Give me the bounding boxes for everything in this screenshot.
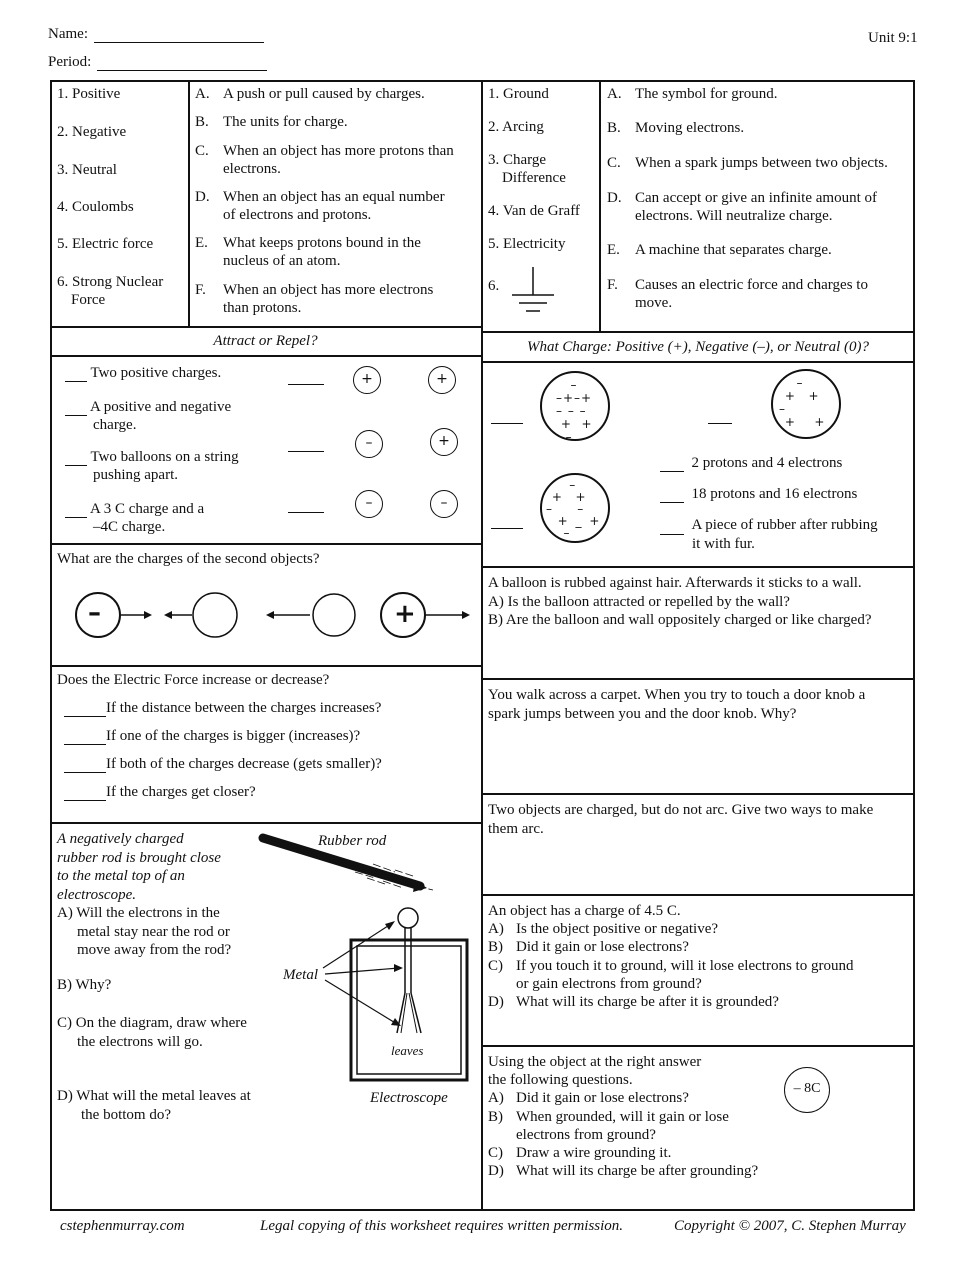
match2-term-3: 3. Charge [488,152,547,168]
second-pos-sign: + [394,599,416,629]
hline-r7 [481,1045,915,1047]
second-arrowhead-1 [144,611,152,619]
whatcharge-blank-5[interactable] [660,491,684,503]
period-field: Period: [48,54,267,71]
match2-term-4: 4. Van de Graff [488,203,580,219]
match1-def-E: E. What keeps protons bound in the nucleus of an atom. [195,235,421,269]
attract-charge-1b: + [428,366,456,394]
hline-2 [50,355,483,357]
electroscope-qb: B) Why? [57,977,112,993]
electroscope-qd: D) What will the metal leaves at the bottom do? [57,1088,251,1123]
footer-legal: Legal copying of this worksheet requires written permission. [260,1218,624,1234]
force-blank-4[interactable] [64,789,106,801]
whatcharge-item-2: 18 protons and 16 electrons [660,486,857,503]
match2-def-D: D. Can accept or give an infinite amount of electrons. Will neutralize charge. [607,190,877,224]
force-title: Does the Electric Force increase or decrease? [57,672,330,688]
hline-4 [50,665,483,667]
hline-r1 [481,331,915,333]
electroscope-knob [398,908,418,928]
footer-site: cstephenmurray.com [60,1218,185,1234]
balloon-question: A balloon is rubbed against hair. Afterwards it sticks to a wall. A) Is the balloon attracted or repelled by the wall? B) Are the balloon and wall oppositely charged or like charged? [488,575,872,628]
electroscope-outer-case [351,940,467,1080]
attract-item-2: A positive and negative charge. [65,398,231,434]
name-field: Name: [48,26,264,43]
match1-divider [188,80,190,326]
attract-answer-2[interactable] [288,451,324,452]
attract-charge-2a: – [355,430,383,458]
hline-r2 [481,361,915,363]
force-blank-3[interactable] [64,761,106,773]
match1-def-D: D. When an object has an equal number of electrons and protons. [195,189,445,223]
match2-def-F: F. Causes an electric force and charges to move. [607,277,868,311]
match1-def-A: A. A push or pull caused by charges. [195,86,425,102]
match1-term-2: 2. Negative [57,124,127,140]
unit-label: Unit 9:1 [868,30,918,46]
metal-arrowhead-1 [385,921,395,930]
obj2-signs: – + + – + + [779,376,827,429]
attract-charge-2b: + [430,428,458,456]
period-blank[interactable] [97,57,267,71]
match1-def-F: F. When an object has more electrons than protons. [195,282,434,316]
attract-item-1: Two positive charges. [65,365,221,382]
attract-blank-1[interactable] [65,370,87,382]
attract-blank-3[interactable] [65,454,87,466]
match2-term-2: 2. Arcing [488,119,544,135]
match2-term-3b: Difference [502,170,566,186]
hline-r6 [481,894,915,896]
match2-term-5: 5. Electricity [488,236,566,252]
force-item-3: If both of the charges decrease (gets smaller)? [64,756,382,773]
match1-term-3: 3. Neutral [57,162,117,178]
electroscope-qc: C) On the diagram, draw where the electrons will go. [57,1015,247,1050]
name-blank[interactable] [94,29,264,43]
force-blank-2[interactable] [64,733,106,745]
hline-5 [50,822,483,824]
electroscope-caption: Electroscope [370,1090,448,1106]
attract-blank-4[interactable] [65,506,87,518]
second-arrowhead-4 [462,611,470,619]
ground-symbol-icon [508,265,558,319]
metal-arrowhead-2 [394,964,403,972]
hline-r4 [481,678,915,680]
whatcharge-blank-2[interactable] [708,423,732,424]
match1-term-6: 6. Strong Nuclear [57,274,164,290]
force-item-2: If one of the charges is bigger (increases)? [64,728,360,745]
match2-term-1: 1. Ground [488,86,549,102]
rod-label: Rubber rod [318,833,387,849]
attract-answer-1[interactable] [288,384,324,385]
match2-def-A: A. The symbol for ground. [607,86,778,102]
whatcharge-blank-3[interactable] [491,528,523,529]
whatcharge-blank-4[interactable] [660,460,684,472]
metal-arrow-2 [325,968,399,974]
attract-title: Attract or Repel? [213,333,318,349]
carpet-question: You walk across a carpet. When you try to touch a door knob a spark jumps between you and the door knob. Why? [488,687,866,722]
second-unknown-1 [193,593,237,637]
whatcharge-blank-1[interactable] [491,423,523,424]
hline-3 [50,543,483,545]
metal-label: Metal [283,967,318,983]
object45-question: An object has a charge of 4.5 C. A) Is the object positive or negative? B) Did it gain or lose electrons? C) If you touch it to ground, will it lose electrons to ground or gain electrons from ground? D) What will its charge be after it is grounded? [488,903,854,1011]
match2-divider [599,80,601,331]
center-divider [481,80,483,1211]
leaves-label: leaves [391,1043,424,1058]
match2-term-6: 6. [488,278,500,294]
second-neg-sign: – [88,598,101,628]
attract-charge-1a: + [353,366,381,394]
attract-blank-2[interactable] [65,404,87,416]
attract-item-4: A 3 C charge and a –4C charge. [65,500,204,536]
object8-charge: – 8C [784,1067,830,1113]
electroscope-intro: A negatively charged rubber rod is brought close to the metal top of an electroscope. [57,831,221,903]
attract-item-3: Two balloons on a string pushing apart. [65,448,239,484]
arc-question: Two objects are charged, but do not arc. Give two ways to make them arc. [488,802,874,837]
match2-def-B: B. Moving electrons. [607,120,745,136]
whatcharge-blank-6[interactable] [660,523,684,535]
match2-def-E: E. A machine that separates charge. [607,242,832,258]
attract-answer-3[interactable] [288,512,324,513]
whatcharge-item-3: A piece of rubber after rubbing it with fur. [660,516,878,554]
second-unknown-2 [313,594,355,636]
second-objects-diagram [60,585,480,645]
electroscope-qa: A) Will the electrons in the metal stay near the rod or move away from the rod? [57,905,232,958]
match1-term-6b: Force [71,292,106,308]
match2-def-C: C. When a spark jumps between two objects. [607,155,888,171]
match1-def-B: B. The units for charge. [195,114,348,130]
force-blank-1[interactable] [64,705,106,717]
second-title: What are the charges of the second objects? [57,551,320,567]
second-arrowhead-3 [266,611,274,619]
footer-copyright: Copyright © 2007, C. Stephen Murray [674,1218,906,1234]
attract-charge-3b: – [430,490,458,518]
hline-r3 [481,566,915,568]
second-arrowhead-2 [164,611,172,619]
attract-charge-3a: – [355,490,383,518]
metal-arrow-3 [325,980,397,1024]
match1-term-1: 1. Positive [57,86,121,102]
force-item-4: If the charges get closer? [64,784,256,801]
match1-def-C: C. When an object has more protons than electrons. [195,143,454,177]
whatcharge-title: What Charge: Positive (+), Negative (–), or Neutral (0)? [527,339,869,355]
hline-1 [50,326,483,328]
whatcharge-item-1: 2 protons and 4 electrons [660,455,842,472]
hline-r5 [481,793,915,795]
match1-term-4: 4. Coulombs [57,199,134,215]
match1-term-5: 5. Electric force [57,236,154,252]
obj1-signs-top: – –+–+ – – – + + – [556,378,593,444]
electroscope-diagram [255,828,477,1088]
force-item-1: If the distance between the charges increases? [64,700,381,717]
obj3-signs: – + + – – + _ + – [546,478,602,540]
object8-question: Using the object at the right answer the following questions. A) Did it gain or lose electrons? B) When grounded, will it gain or lose electrons from ground? C) Draw a wire grounding it. D) What will its charge be after grounding? [488,1054,759,1180]
